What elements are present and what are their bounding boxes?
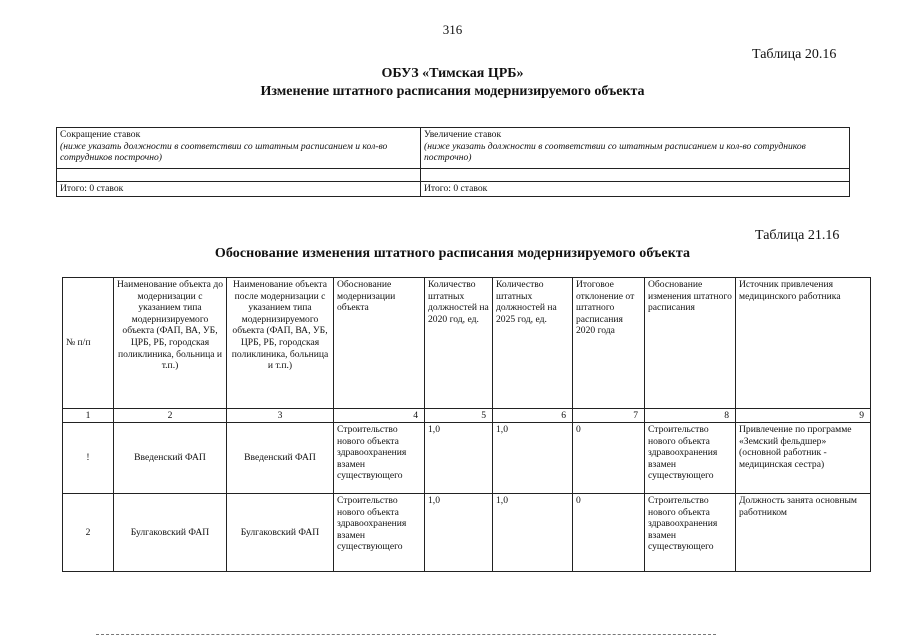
column-number: 4 [334, 409, 425, 423]
column-number: 6 [493, 409, 573, 423]
header-staffing-justification: Обоснование изменения штатного расписания [645, 278, 736, 409]
column-number: 5 [425, 409, 493, 423]
modernization-reason: Строительство нового объекта здравоохранения взамен существующего [334, 423, 425, 494]
staff-source: Должность занята основным работником [736, 494, 871, 572]
deviation: 0 [573, 494, 645, 572]
positions-2020: 1,0 [425, 494, 493, 572]
table-row [63, 423, 871, 494]
object-before: Введенский ФАП [114, 423, 227, 494]
modernization-reason: Строительство нового объекта здравоохранения взамен существующего [334, 494, 425, 572]
column-number-row [63, 409, 871, 423]
header-number: № п/п [63, 278, 114, 409]
header-staff-source: Источник привлечения медицинского работника [736, 278, 871, 409]
next-page-fragment-line [96, 634, 716, 635]
column-number: 7 [573, 409, 645, 423]
object-before: Булгаковский ФАП [114, 494, 227, 572]
column-number: 2 [114, 409, 227, 423]
reduction-header-cell [57, 128, 421, 169]
table-20-label: Таблица 20.16 [752, 47, 837, 62]
increase-header-cell [421, 128, 850, 169]
increase-empty-cell [421, 169, 850, 182]
header-row [63, 278, 871, 409]
object-after: Булгаковский ФАП [227, 494, 334, 572]
staffing-change-table [56, 127, 850, 197]
staffing-justification: Строительство нового объекта здравоохранения взамен существующего [645, 423, 736, 494]
column-number: 1 [63, 409, 114, 423]
reduction-total: Итого: 0 ставок [57, 182, 421, 197]
increase-total: Итого: 0 ставок [421, 182, 850, 197]
row-number: ! [63, 423, 114, 494]
positions-2020: 1,0 [425, 423, 493, 494]
table-20-title: Изменение штатного расписания модернизируемого объекта [260, 84, 645, 99]
header-object-before: Наименование объекта до модернизации с указанием типа модернизируемого объекта (ФАП, ВА, УБ, ЦРБ, РБ, городская поликлиника, больница и т.п.) [114, 278, 227, 409]
column-number: 3 [227, 409, 334, 423]
staff-source: Привлечение по программе «Земский фельдшер» (основной работник - медицинская сестра) [736, 423, 871, 494]
table-21-title: Обоснование изменения штатного расписания модернизируемого объекта [214, 246, 691, 261]
increase-hint: (ниже указать должности в соответствии со штатным расписанием и кол-во сотрудников построчно) [424, 140, 806, 164]
staffing-justification-table [62, 277, 871, 572]
table-21-label: Таблица 21.16 [755, 228, 840, 243]
positions-2025: 1,0 [493, 423, 573, 494]
object-after: Введенский ФАП [227, 423, 334, 494]
header-positions-2025: Количество штатных должностей на 2025 год, ед. [493, 278, 573, 409]
column-number: 8 [645, 409, 736, 423]
header-positions-2020: Количество штатных должностей на 2020 год, ед. [425, 278, 493, 409]
reduction-empty-cell [57, 169, 421, 182]
header-object-after: Наименование объекта после модернизации с указанием типа модернизируемого объекта (ФАП, ВА, УБ, ЦРБ, РБ, городская поликлиника, больница и т.п.) [227, 278, 334, 409]
staffing-justification: Строительство нового объекта здравоохранения взамен существующего [645, 494, 736, 572]
reduction-hint: (ниже указать должности в соответствии со штатным расписанием и кол-во сотрудников построчно) [60, 140, 388, 164]
positions-2025: 1,0 [493, 494, 573, 572]
page-number: 316 [442, 22, 463, 37]
reduction-heading: Сокращение ставок [60, 129, 141, 140]
row-number: 2 [63, 494, 114, 572]
header-modernization-reason: Обоснование модернизации объекта [334, 278, 425, 409]
column-number: 9 [736, 409, 871, 423]
deviation: 0 [573, 423, 645, 494]
increase-heading: Увеличение ставок [424, 129, 502, 140]
organization-title: ОБУЗ «Тимская ЦРБ» [381, 66, 524, 81]
header-deviation: Итоговое отклонение от штатного расписания 2020 года [573, 278, 645, 409]
table-row [63, 494, 871, 572]
